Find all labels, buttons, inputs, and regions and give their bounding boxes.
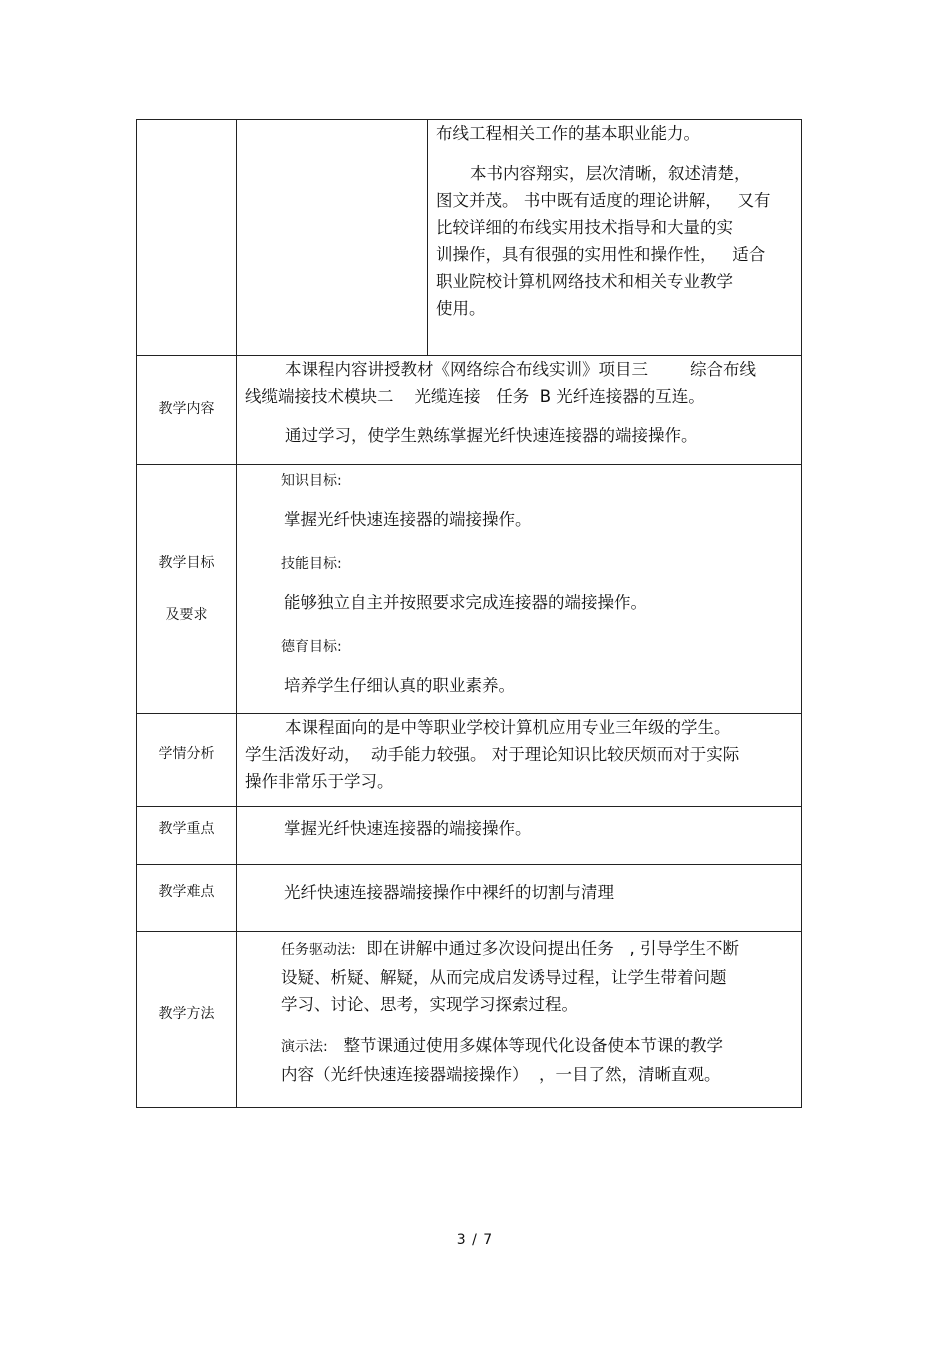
moral-goal-title: 德育目标:	[281, 639, 342, 655]
content-cell	[245, 356, 800, 449]
key-point-label: 教学重点	[158, 821, 215, 837]
text-line: 使用。	[436, 299, 486, 318]
method-text: 即在讲解中通过多次设问提出任务 , 引导学生不断	[366, 939, 739, 958]
goals-label-1: 教学目标	[158, 555, 215, 571]
skill-goal-text: 能够独立自主并按照要求完成连接器的端接操作。	[284, 593, 647, 612]
method-text: 整节课通过使用多媒体等现代化设备使本节课的教学	[343, 1036, 723, 1055]
difficulty-label: 教学难点	[158, 884, 215, 900]
moral-goal-text: 培养学生仔细认真的职业素养。	[284, 676, 515, 695]
skill-goal-title: 技能目标:	[281, 556, 342, 572]
method-line	[281, 1032, 799, 1061]
column-divider-inner	[427, 119, 428, 355]
knowledge-goal-text: 掌握光纤快速连接器的端接操作。	[284, 510, 532, 529]
method-line	[281, 935, 799, 964]
method-line: 设疑、析疑、解疑，从而完成启发诱导过程，让学生带着问题	[281, 968, 727, 987]
method-line: 内容（光纤快速连接器端接操作） ，一目了然，清晰直观。	[281, 1065, 721, 1084]
key-point-text: 掌握光纤快速连接器的端接操作。	[284, 819, 532, 838]
knowledge-goal-title: 知识目标:	[281, 473, 342, 489]
difficulty-text: 光纤快速连接器端接操作中裸纤的切割与清理	[284, 883, 614, 902]
analysis-line: 本课程面向的是中等职业学校计算机应用专业三年级的学生。	[285, 718, 731, 737]
task-driven-method-title: 任务驱动法:	[281, 942, 356, 958]
analysis-cell	[245, 714, 800, 795]
method-line: 学习、讨论、思考，实现学习探索过程。	[281, 995, 578, 1014]
text-line: 比较详细的布线实用技术指导和大量的实	[436, 218, 733, 237]
content-line: 通过学习，使学生熟练掌握光纤快速连接器的端接操作。	[285, 426, 698, 445]
table-border-right	[801, 119, 802, 1108]
goals-label-2: 及要求	[165, 607, 208, 623]
demo-method-title: 演示法:	[281, 1039, 328, 1055]
content-line: 本课程内容讲授教材《网络综合布线实训》项目三 综合布线	[285, 360, 756, 379]
methods-label: 教学方法	[158, 1006, 215, 1022]
text-line: 职业院校计算机网络技术和相关专业教学	[436, 272, 733, 291]
content-line: 线缆端接技术模块二 光缆连接 任务 B 光纤连接器的互连。	[245, 387, 705, 406]
column-divider	[236, 119, 237, 1108]
page-number: 3 / 7	[456, 1232, 494, 1248]
analysis-label: 学情分析	[158, 746, 215, 762]
text-line: 图文并茂。 书中既有适度的理论讲解， 又有	[436, 191, 771, 210]
text-line: 训操作，具有很强的实用性和操作性， 适合	[436, 245, 766, 264]
text-line: 本书内容翔实，层次清晰，叙述清楚，	[470, 164, 751, 183]
book-description-cell	[436, 120, 798, 322]
methods-cell	[281, 935, 799, 1088]
content-label: 教学内容	[158, 401, 215, 417]
analysis-line: 操作非常乐于学习。	[245, 772, 394, 791]
analysis-line: 学生活泼好动， 动手能力较强。 对于理论知识比较厌烦而对于实际	[245, 745, 740, 764]
text-line: 布线工程相关工作的基本职业能力。	[436, 124, 700, 143]
